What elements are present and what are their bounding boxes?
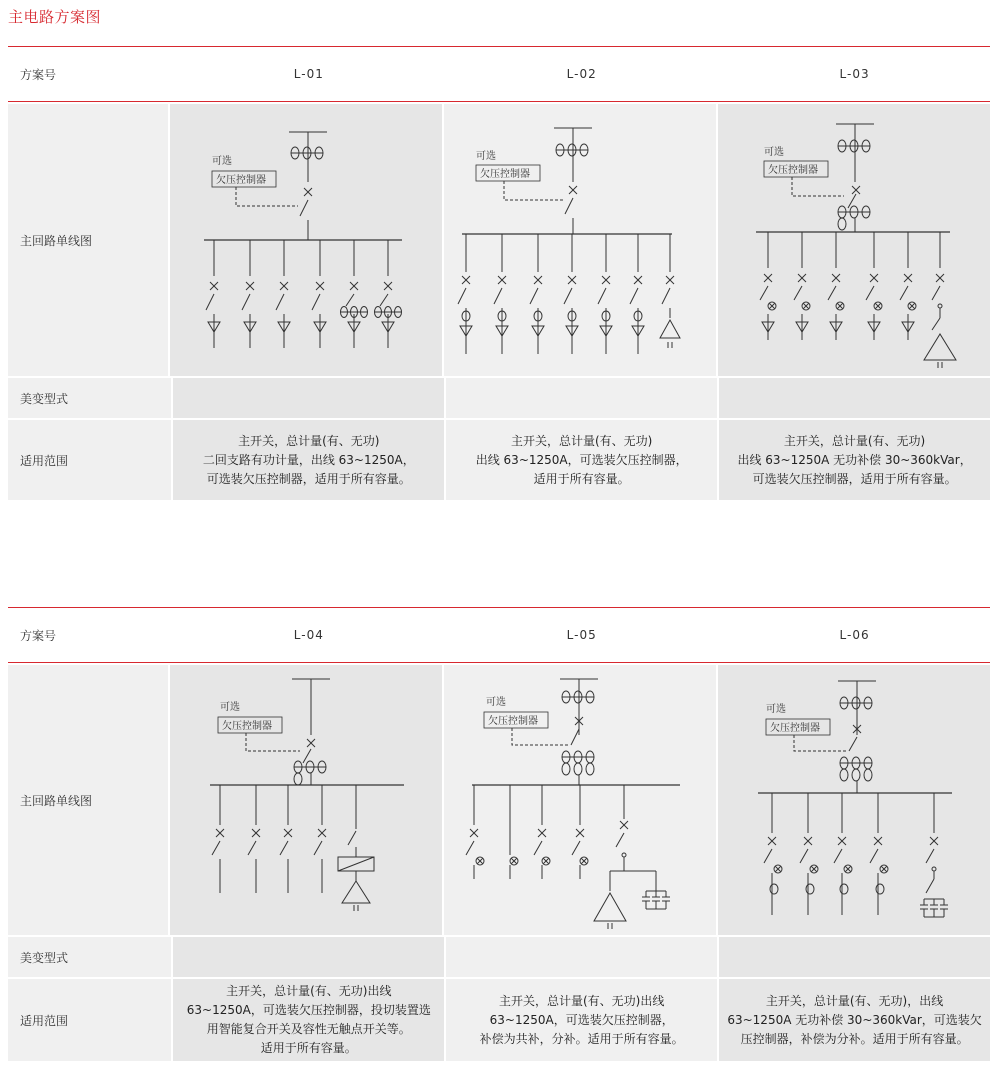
scope-line: 可选装欠压控制器，适用于所有容量。 xyxy=(206,471,411,486)
scheme-id-l01: L-01 xyxy=(293,67,324,81)
scope-cell-l03 xyxy=(719,420,990,500)
diagram-row xyxy=(8,665,990,935)
scope-line: 63~1250A，可选装欠压控制器，投切装置选 xyxy=(186,1003,431,1017)
optional-label: 可选 xyxy=(486,697,506,708)
scheme-no-label: 方案号 xyxy=(20,628,57,643)
beauty-cell-l06 xyxy=(719,937,990,977)
feeder-group xyxy=(764,793,948,917)
scheme-no-label: 方案号 xyxy=(20,67,57,82)
optional-label: 可选 xyxy=(766,704,786,715)
scope-line: 出线 63~1250A 无功补偿 30~360kVar， xyxy=(737,452,972,467)
diagram-l06 xyxy=(718,665,990,935)
scope-line: 补偿为共补，分补。适用于所有容量。 xyxy=(479,1031,684,1046)
scheme-id-l04: L-04 xyxy=(293,628,324,642)
diagram-label: 主回路单线图 xyxy=(8,665,168,935)
scope-line: 主开关，总计量(有、无功) xyxy=(238,433,380,448)
controller-label: 欠压控制器 xyxy=(488,716,538,727)
beauty-cell-l05 xyxy=(446,937,717,977)
scope-label: 适用范围 xyxy=(8,979,171,1061)
circuit-diagram-l03 xyxy=(718,104,990,376)
scope-line: 压控制器，补偿为分补。适用于所有容量。 xyxy=(740,1031,969,1046)
scope-line: 63~1250A，可选装欠压控制器， xyxy=(489,1012,674,1027)
scheme-table-2 xyxy=(8,607,990,1061)
scope-cell-l06 xyxy=(719,979,990,1061)
feeder-group xyxy=(212,785,374,911)
scheme-id-l05: L-05 xyxy=(566,628,597,642)
beauty-label: 美变型式 xyxy=(8,937,171,977)
circuit-diagram-l01 xyxy=(170,104,442,376)
scope-row xyxy=(8,979,990,1061)
scope-line: 可选装欠压控制器，适用于所有容量。 xyxy=(752,471,957,486)
circuit-diagram-l02 xyxy=(444,104,716,376)
optional-label: 可选 xyxy=(220,702,240,713)
scope-line: 用智能复合开关及容性无触点开关等。 xyxy=(206,1022,411,1036)
scheme-id-l06: L-06 xyxy=(839,628,870,642)
scope-cell-l05 xyxy=(446,979,717,1061)
scope-line: 主开关，总计量(有、无功) xyxy=(510,433,653,448)
feeder-group xyxy=(466,785,670,929)
beauty-row xyxy=(8,937,990,977)
scheme-table-1 xyxy=(8,46,990,500)
scope-row xyxy=(8,420,990,500)
controller-label: 欠压控制器 xyxy=(768,165,818,176)
header-divider xyxy=(8,101,990,102)
optional-label: 可选 xyxy=(476,151,496,162)
diagram-l02 xyxy=(444,104,716,376)
scope-label: 适用范围 xyxy=(8,420,171,500)
scope-line: 主开关，总计量(有、无功) xyxy=(783,433,926,448)
beauty-cell-l02 xyxy=(446,378,717,418)
feeder-group xyxy=(760,232,956,368)
feeder-group xyxy=(458,234,680,354)
diagram-l05 xyxy=(444,665,716,935)
circuit-diagram-l05 xyxy=(444,665,716,935)
scheme-id-l02: L-02 xyxy=(566,67,597,81)
beauty-label: 美变型式 xyxy=(8,378,171,418)
header-row xyxy=(8,47,990,101)
beauty-row xyxy=(8,378,990,418)
circuit-diagram-l06 xyxy=(718,665,990,935)
circuit-diagram-l04 xyxy=(170,665,442,935)
scope-line: 二回支路有功计量，出线 63~1250A， xyxy=(202,452,415,467)
scope-line: 63~1250A 无功补偿 30~360kVar，可选装欠 xyxy=(727,1012,982,1027)
diagram-l01 xyxy=(170,104,442,376)
controller-label: 欠压控制器 xyxy=(222,721,272,732)
scope-cell-l02 xyxy=(446,420,717,500)
diagram-label: 主回路单线图 xyxy=(8,104,168,376)
scope-cell-l01 xyxy=(173,420,444,500)
scope-line: 主开关，总计量(有、无功)出线 xyxy=(498,993,665,1008)
diagram-row xyxy=(8,104,990,376)
beauty-cell-l04 xyxy=(173,937,444,977)
page-title: 主电路方案图 xyxy=(8,8,102,26)
scope-line: 出线 63~1250A，可选装欠压控制器， xyxy=(475,452,688,467)
optional-label: 可选 xyxy=(212,156,232,167)
diagram-l04 xyxy=(170,665,442,935)
scope-line: 适用于所有容量。 xyxy=(533,471,630,486)
feeder-group xyxy=(206,240,402,348)
scope-line: 主开关，总计量(有、无功)，出线 xyxy=(765,993,944,1008)
diagram-l03 xyxy=(718,104,990,376)
header-divider xyxy=(8,662,990,663)
beauty-cell-l03 xyxy=(719,378,990,418)
controller-label: 欠压控制器 xyxy=(770,723,820,734)
scope-cell-l04 xyxy=(173,979,444,1061)
scope-line: 主开关，总计量(有、无功)出线 xyxy=(226,984,392,998)
scheme-id-l03: L-03 xyxy=(839,67,870,81)
beauty-cell-l01 xyxy=(173,378,444,418)
scope-line: 适用于所有容量。 xyxy=(260,1041,357,1055)
header-row xyxy=(8,608,990,662)
controller-label: 欠压控制器 xyxy=(480,169,530,180)
optional-label: 可选 xyxy=(764,147,784,158)
controller-label: 欠压控制器 xyxy=(216,175,266,186)
